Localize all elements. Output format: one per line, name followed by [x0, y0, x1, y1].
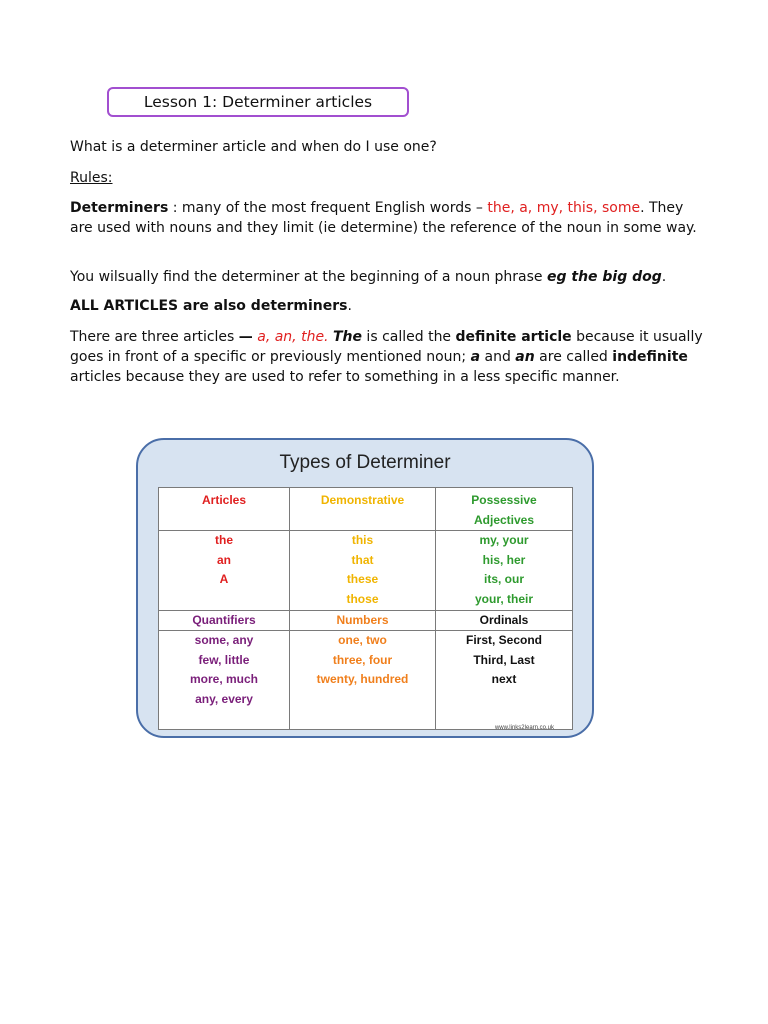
header-demonstrative: Demonstrative [290, 488, 436, 531]
rules-heading: Rules: [70, 170, 113, 186]
figure-credit: www.links2learn.co.uk [494, 725, 554, 731]
list-item: First, Second [465, 633, 542, 647]
p4-dash: — [238, 329, 253, 345]
p4-an: an [515, 349, 535, 365]
table-row-top [159, 531, 573, 611]
p3-bold: ALL ARTICLES are also determiners [70, 298, 348, 314]
list-item: next [491, 672, 517, 687]
p2-end: . [661, 269, 667, 285]
p4-t1: There are three articles [70, 329, 239, 345]
p1-text1: : many of the most frequent English words – [168, 200, 488, 216]
list-item: your, their [474, 591, 533, 606]
p4-indefinite: indefinite [612, 349, 688, 365]
numbers-cell [290, 631, 436, 730]
possessive-cell [436, 531, 573, 611]
list-item: that [351, 552, 374, 567]
p3-end: . [347, 298, 352, 314]
articles-note [70, 296, 710, 316]
list-item: those [346, 591, 379, 606]
determiners-paragraph [70, 198, 710, 238]
p4-t2: is called the [361, 329, 456, 345]
p4-t6: articles because they are used to refer to something in a less specific manner. [70, 369, 620, 385]
list-item: an [216, 552, 231, 567]
list-item: three, four [332, 652, 393, 667]
lesson-title: Lesson 1: Determiner articles [143, 93, 373, 111]
quantifiers-cell [159, 631, 290, 730]
figure-title: Types of Determiner [279, 452, 451, 473]
header-quantifiers: Quantifiers [159, 611, 290, 631]
header-numbers: Numbers [290, 611, 436, 631]
table-row-bottom [159, 631, 573, 730]
p4-definite: definite article [455, 329, 572, 345]
p4-t3: because it usually goes in front of a specific or previously mentioned noun; [70, 329, 703, 365]
lesson-title-box [107, 87, 409, 117]
position-paragraph [70, 267, 710, 287]
p2-text: You wilsually find the determiner at the beginning of a noun phrase [70, 269, 547, 285]
list-item: Third, Last [473, 652, 535, 667]
term-determiners: Determiners [70, 200, 169, 216]
header-ordinals: Ordinals [436, 611, 573, 631]
p4-t5: are called [534, 349, 613, 365]
demonstrative-cell [290, 531, 436, 611]
p1-text2: . They are used with nouns and they limit (ie determine) the reference of the noun in some way. [70, 200, 697, 236]
list-item: my, your [479, 533, 529, 547]
p1-examples: the, a, my, this, some [487, 200, 641, 216]
list-item: one, two [338, 633, 387, 647]
list-item: more, much [189, 672, 258, 687]
table-header-row-bottom [159, 611, 573, 631]
p4-t4: and [480, 349, 516, 365]
determiner-table [158, 487, 573, 730]
three-articles-paragraph [70, 327, 710, 387]
ordinals-cell [436, 631, 573, 730]
list-item: some, any [194, 633, 254, 647]
table-header-row-top [159, 488, 573, 531]
list-item: his, her [482, 552, 526, 567]
header-articles: Articles [159, 488, 290, 531]
types-of-determiner-figure [136, 438, 594, 738]
p4-a: a [470, 349, 481, 365]
list-item: twenty, hundred [316, 672, 409, 687]
list-item: this [351, 533, 374, 547]
p4-the: The [332, 329, 362, 345]
articles-cell [159, 531, 290, 611]
list-item: any, every [195, 691, 253, 706]
question-line: What is a determiner article and when do I use one? [70, 139, 437, 155]
list-item: these [346, 572, 379, 587]
list-item: few, little [198, 652, 250, 667]
p2-example: eg the big dog [546, 269, 662, 285]
header-possessive-adjectives: Possessive Adjectives [436, 488, 573, 531]
list-item: A [219, 572, 229, 587]
list-item: its, our [483, 572, 524, 587]
p4-articles: a, an, the. [252, 329, 329, 345]
list-item: the [215, 533, 233, 547]
